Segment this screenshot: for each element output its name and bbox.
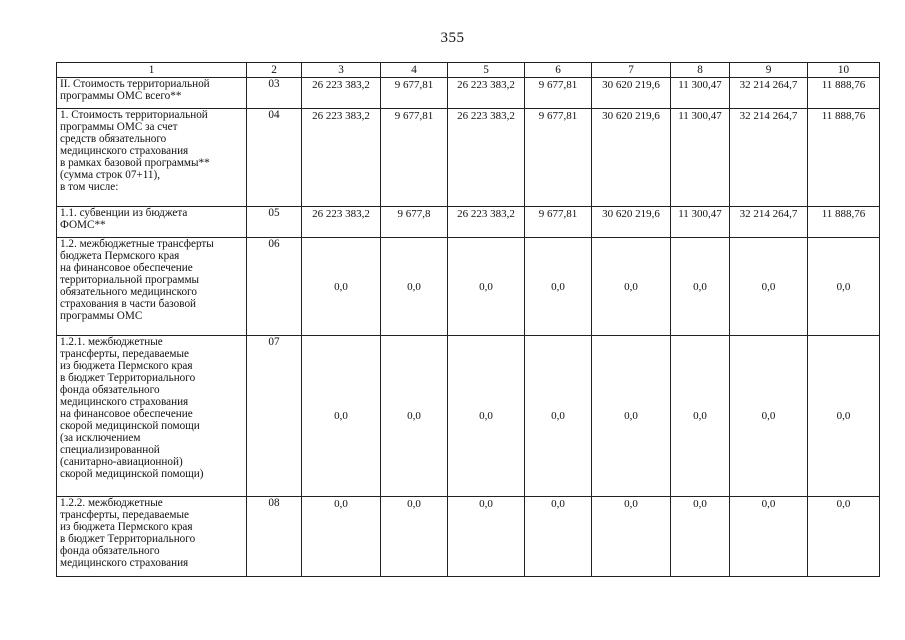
row-name: 1.1. субвенции из бюджета ФОМС**	[57, 207, 247, 238]
table-cell: 0,0	[730, 336, 808, 497]
table-cell: 32 214 264,7	[730, 207, 808, 238]
table-cell: 0,0	[302, 336, 381, 497]
column-header: 9	[730, 63, 808, 78]
table-header-row	[57, 63, 880, 78]
table-cell: 0,0	[448, 497, 525, 577]
table-cell: 11 300,47	[671, 109, 730, 207]
row-code: 07	[247, 336, 302, 497]
column-header: 7	[592, 63, 671, 78]
table-cell: 0,0	[671, 497, 730, 577]
table-cell: 26 223 383,2	[302, 78, 381, 109]
table-cell: 0,0	[808, 238, 880, 336]
table-cell: 9 677,81	[381, 109, 448, 207]
table-row	[57, 109, 880, 207]
column-header: 3	[302, 63, 381, 78]
table-cell: 0,0	[448, 336, 525, 497]
data-table	[56, 62, 880, 577]
table-cell: 0,0	[525, 238, 592, 336]
row-code: 03	[247, 78, 302, 109]
column-header: 1	[57, 63, 247, 78]
table-cell: 26 223 383,2	[448, 207, 525, 238]
table-cell: 9 677,81	[381, 78, 448, 109]
table-cell: 26 223 383,2	[448, 109, 525, 207]
table-cell: 30 620 219,6	[592, 109, 671, 207]
table-cell: 30 620 219,6	[592, 78, 671, 109]
table-cell: 9 677,81	[525, 109, 592, 207]
row-code: 06	[247, 238, 302, 336]
table-cell: 30 620 219,6	[592, 207, 671, 238]
table-cell: 0,0	[592, 336, 671, 497]
table-cell: 0,0	[381, 336, 448, 497]
table-cell: 0,0	[592, 238, 671, 336]
table-cell: 0,0	[671, 336, 730, 497]
column-header: 2	[247, 63, 302, 78]
table-cell: 0,0	[592, 497, 671, 577]
table-cell: 11 888,76	[808, 109, 880, 207]
column-header: 4	[381, 63, 448, 78]
table-row	[57, 238, 880, 336]
page-number: 355	[440, 30, 465, 46]
table-cell: 0,0	[381, 238, 448, 336]
column-header: 8	[671, 63, 730, 78]
table-cell: 11 888,76	[808, 78, 880, 109]
table-row	[57, 336, 880, 497]
table-cell: 0,0	[730, 497, 808, 577]
table-cell: 32 214 264,7	[730, 78, 808, 109]
column-header: 5	[448, 63, 525, 78]
row-name: 1.2.1. межбюджетные трансферты, передаваемые из бюджета Пермского края в бюджет Территориального фонда обязательного медицинского страхования на финансовое обеспечение скорой медицинской помощи (за исключением специализированной (санитарно-авиационной) скорой медицинской помощи)	[57, 336, 247, 497]
table-row	[57, 207, 880, 238]
table-cell: 11 300,47	[671, 78, 730, 109]
table-row	[57, 497, 880, 577]
column-header: 10	[808, 63, 880, 78]
row-code: 08	[247, 497, 302, 577]
row-code: 04	[247, 109, 302, 207]
table-cell: 0,0	[730, 238, 808, 336]
table-cell: 0,0	[302, 497, 381, 577]
table-cell: 26 223 383,2	[448, 78, 525, 109]
table-cell: 11 300,47	[671, 207, 730, 238]
table-cell: 0,0	[381, 497, 448, 577]
table-row	[57, 78, 880, 109]
table-cell: 26 223 383,2	[302, 207, 381, 238]
table-cell: 9 677,81	[525, 78, 592, 109]
table-cell: 0,0	[808, 336, 880, 497]
column-header: 6	[525, 63, 592, 78]
table-cell: 9 677,81	[525, 207, 592, 238]
row-name: 1. Стоимость территориальной программы ОМС за счет средств обязательного медицинского страхования в рамках базовой программы** (сумма строк 07+11), в том числе:	[57, 109, 247, 207]
table-cell: 0,0	[302, 238, 381, 336]
row-name: 1.2. межбюджетные трансферты бюджета Пермского края на финансовое обеспечение территориальной программы обязательного медицинского страхования в части базовой программы ОМС	[57, 238, 247, 336]
table-cell: 0,0	[448, 238, 525, 336]
table-cell: 0,0	[525, 497, 592, 577]
row-name: 1.2.2. межбюджетные трансферты, передаваемые из бюджета Пермского края в бюджет Территориального фонда обязательного медицинского страхования	[57, 497, 247, 577]
table-cell: 0,0	[525, 336, 592, 497]
row-name: II. Стоимость территориальной программы ОМС всего**	[57, 78, 247, 109]
table-cell: 0,0	[671, 238, 730, 336]
table-cell: 32 214 264,7	[730, 109, 808, 207]
table-cell: 11 888,76	[808, 207, 880, 238]
table-cell: 9 677,8	[381, 207, 448, 238]
table-cell: 26 223 383,2	[302, 109, 381, 207]
row-code: 05	[247, 207, 302, 238]
table-cell: 0,0	[808, 497, 880, 577]
